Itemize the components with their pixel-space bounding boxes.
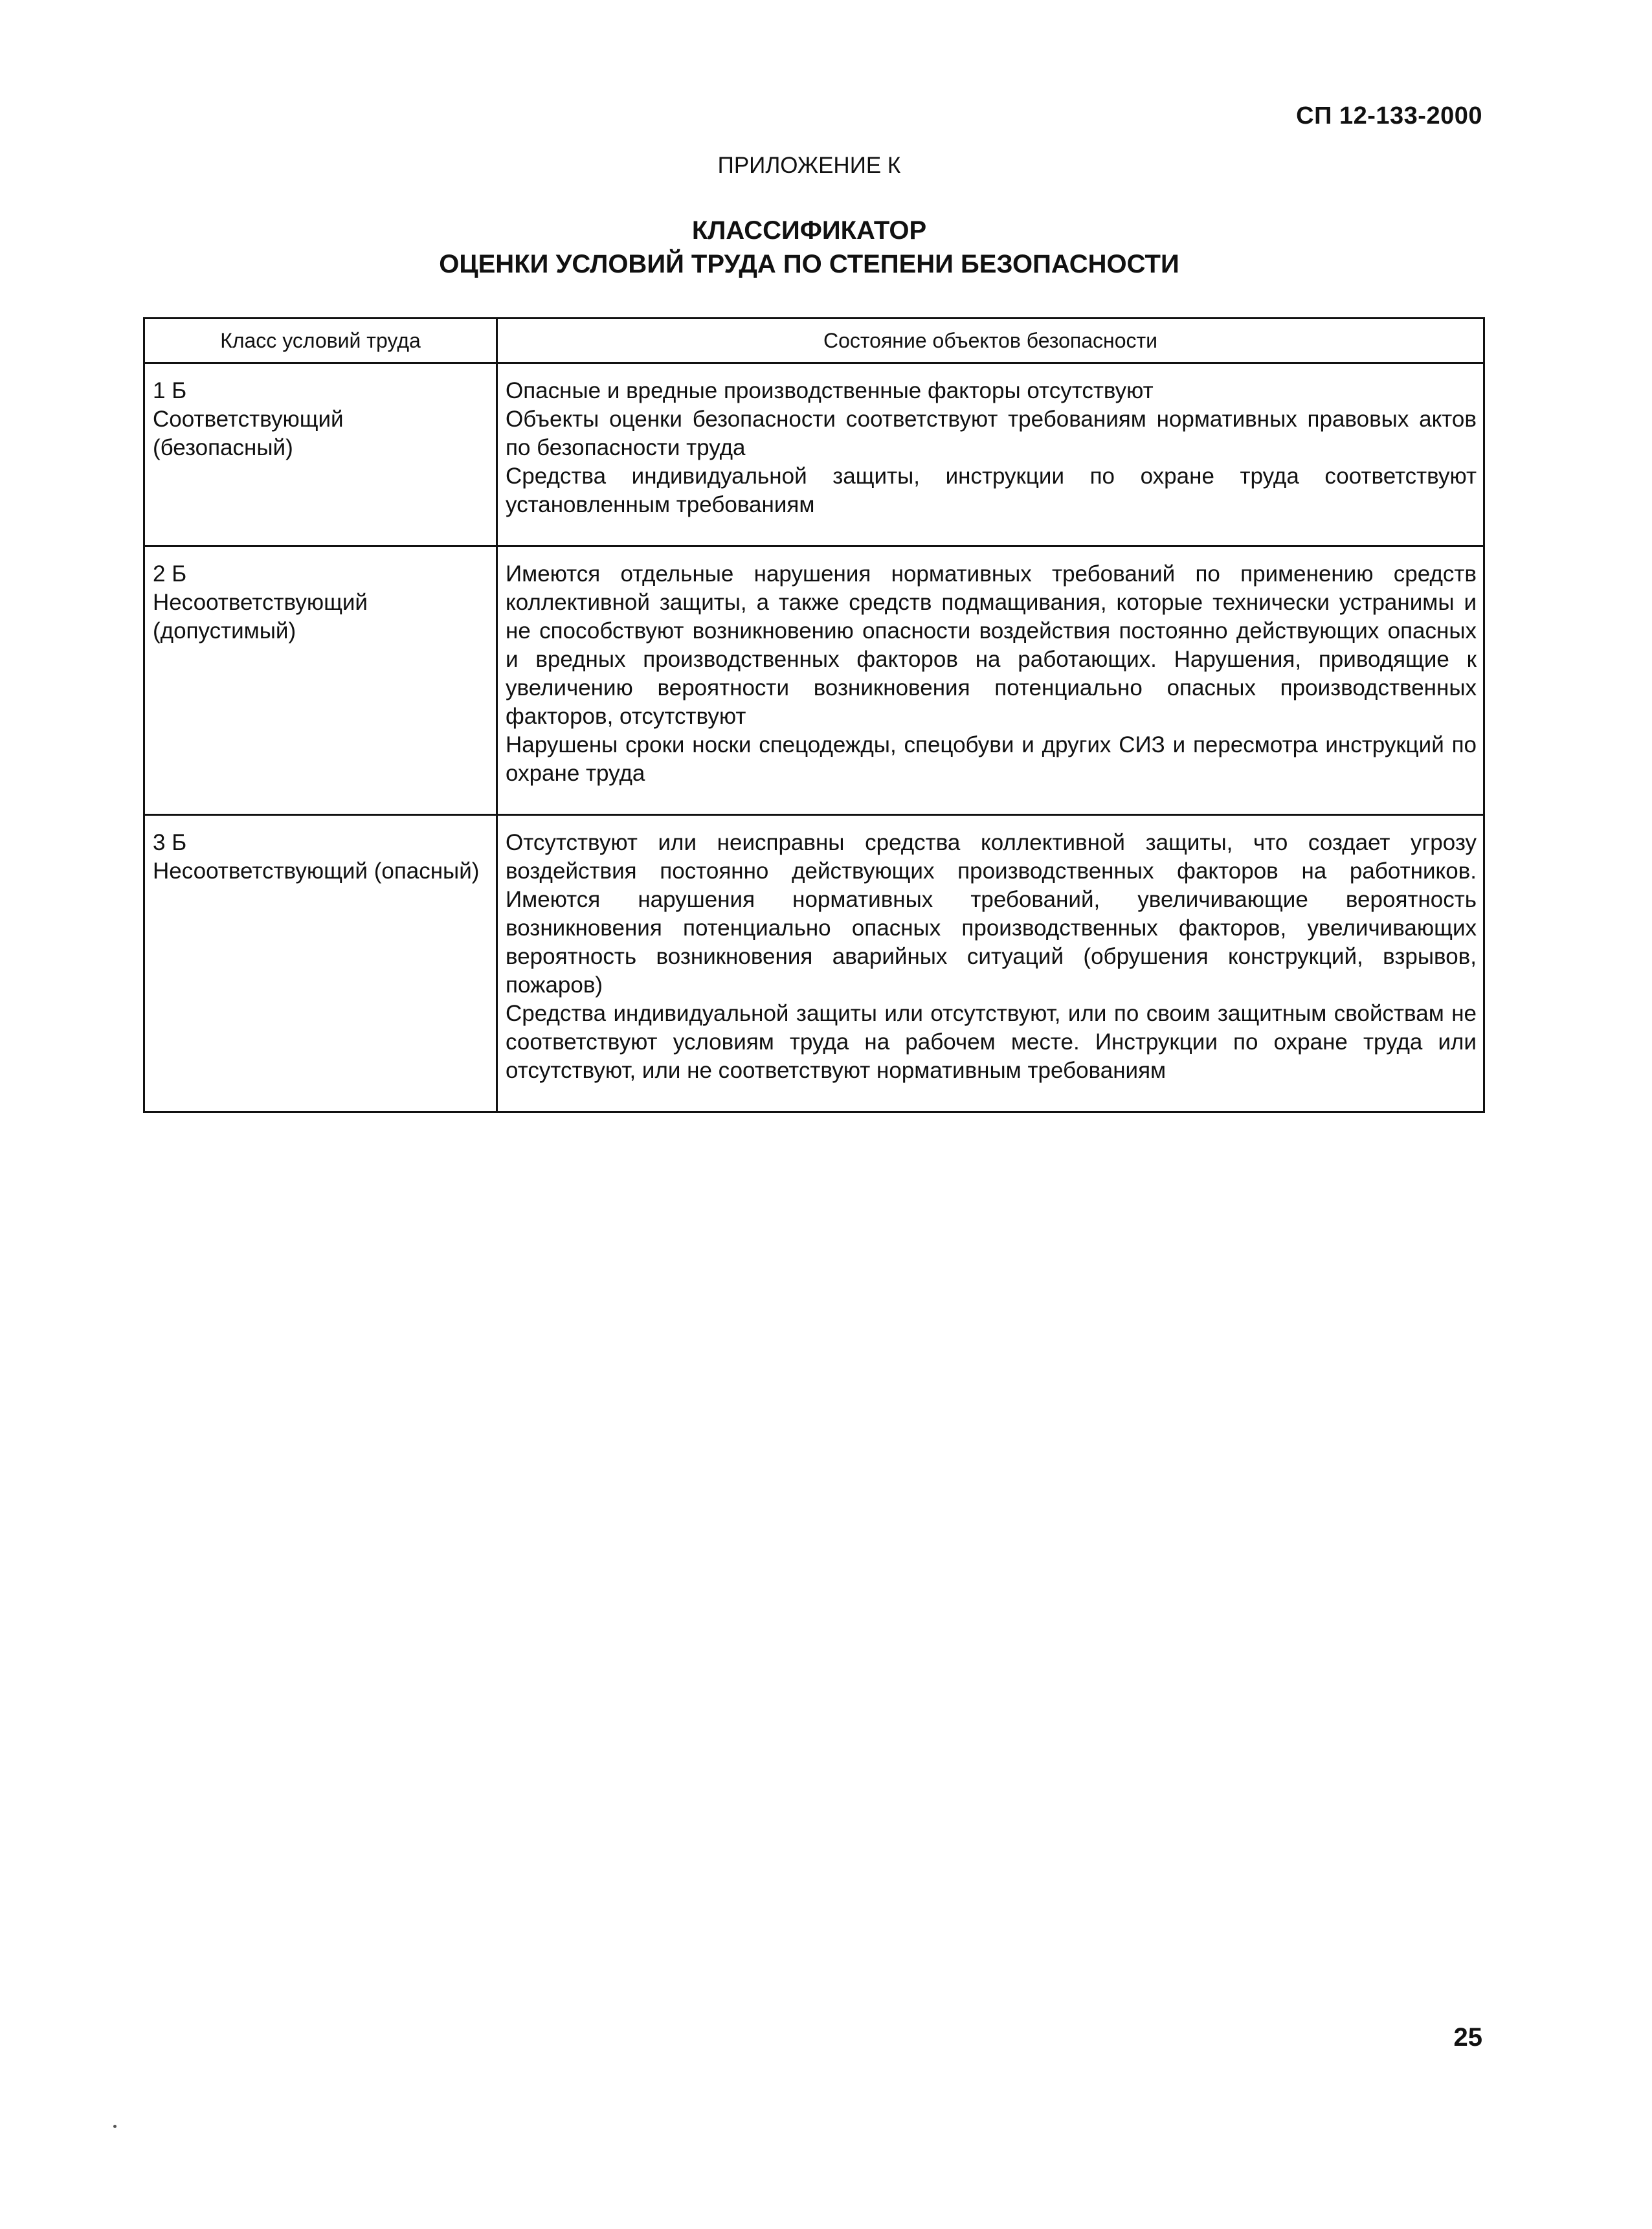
document-code: СП 12-133-2000 (1296, 102, 1482, 129)
class-name: Несоответствующий (допустимый) (153, 590, 368, 644)
header-state: Состояние объектов безопасности (497, 319, 1484, 363)
header-class: Класс условий труда (144, 319, 497, 363)
table-header-row (144, 319, 1484, 363)
class-name: Соответствующий (безопасный) (153, 407, 344, 460)
table-row (144, 815, 1484, 1112)
class-code: 3 Б (153, 830, 187, 855)
state-paragraph: Объекты оценки безопасности соответствуют требованиям нормативных правовых актов по безопасности труда (506, 407, 1477, 460)
class-code: 2 Б (153, 561, 187, 587)
state-paragraph: Опасные и вредные производственные факторы отсутствуют (506, 378, 1154, 403)
state-paragraph: Отсутствуют или неисправны средства коллективной защиты, что создает угрозу воздействия постоянно действующих производственных факторов на работников. Имеются нарушения нормативных требований, увеличивающие вероятность возникновения потенциально опасных производственных факторов, увеличивающих вероятность возникновения аварийных ситуаций (обрушения конструкций, взрывов, пожаров) (506, 830, 1477, 998)
classifier-table (143, 317, 1485, 1113)
state-cell (497, 546, 1484, 815)
state-paragraph: Средства индивидуальной защиты, инструкции по охране труда соответствуют установленным требованиям (506, 464, 1477, 517)
title-line-2: ОЦЕНКИ УСЛОВИЙ ТРУДА ПО СТЕПЕНИ БЕЗОПАСНОСТИ (439, 250, 1179, 278)
document-title (0, 214, 1618, 281)
class-cell (144, 546, 497, 815)
state-cell (497, 363, 1484, 546)
appendix-label: ПРИЛОЖЕНИЕ К (717, 153, 901, 178)
page-number: 25 (1453, 2023, 1482, 2052)
class-code: 1 Б (153, 378, 187, 403)
state-paragraph: Нарушены сроки носки спецодежды, спецобуви и других СИЗ и пересмотра инструкций по охране труда (506, 732, 1477, 786)
scan-speck (113, 2125, 117, 2128)
table-row (144, 363, 1484, 546)
state-paragraph: Средства индивидуальной защиты или отсутствуют, или по своим защитным свойствам не соответствуют условиям труда на рабочем месте. Инструкции по охране труда или отсутствуют, или не соответствуют нормативным требованиям (506, 1001, 1477, 1083)
class-name: Несоответствующий (опасный) (153, 858, 480, 884)
class-cell (144, 363, 497, 546)
state-cell (497, 815, 1484, 1112)
state-paragraph: Имеются отдельные нарушения нормативных требований по применению средств коллективной защиты, а также средств подмащивания, которые технически устранимы и не способствуют возникновению опасности воздействия постоянно действующих опасных и вредных производственных факторов на работающих. Нарушения, приводящие к увеличению вероятности возникновения потенциально опасных производственных факторов, отсутствуют (506, 561, 1477, 729)
class-cell (144, 815, 497, 1112)
table-row (144, 546, 1484, 815)
title-line-1: КЛАССИФИКАТОР (691, 216, 927, 245)
